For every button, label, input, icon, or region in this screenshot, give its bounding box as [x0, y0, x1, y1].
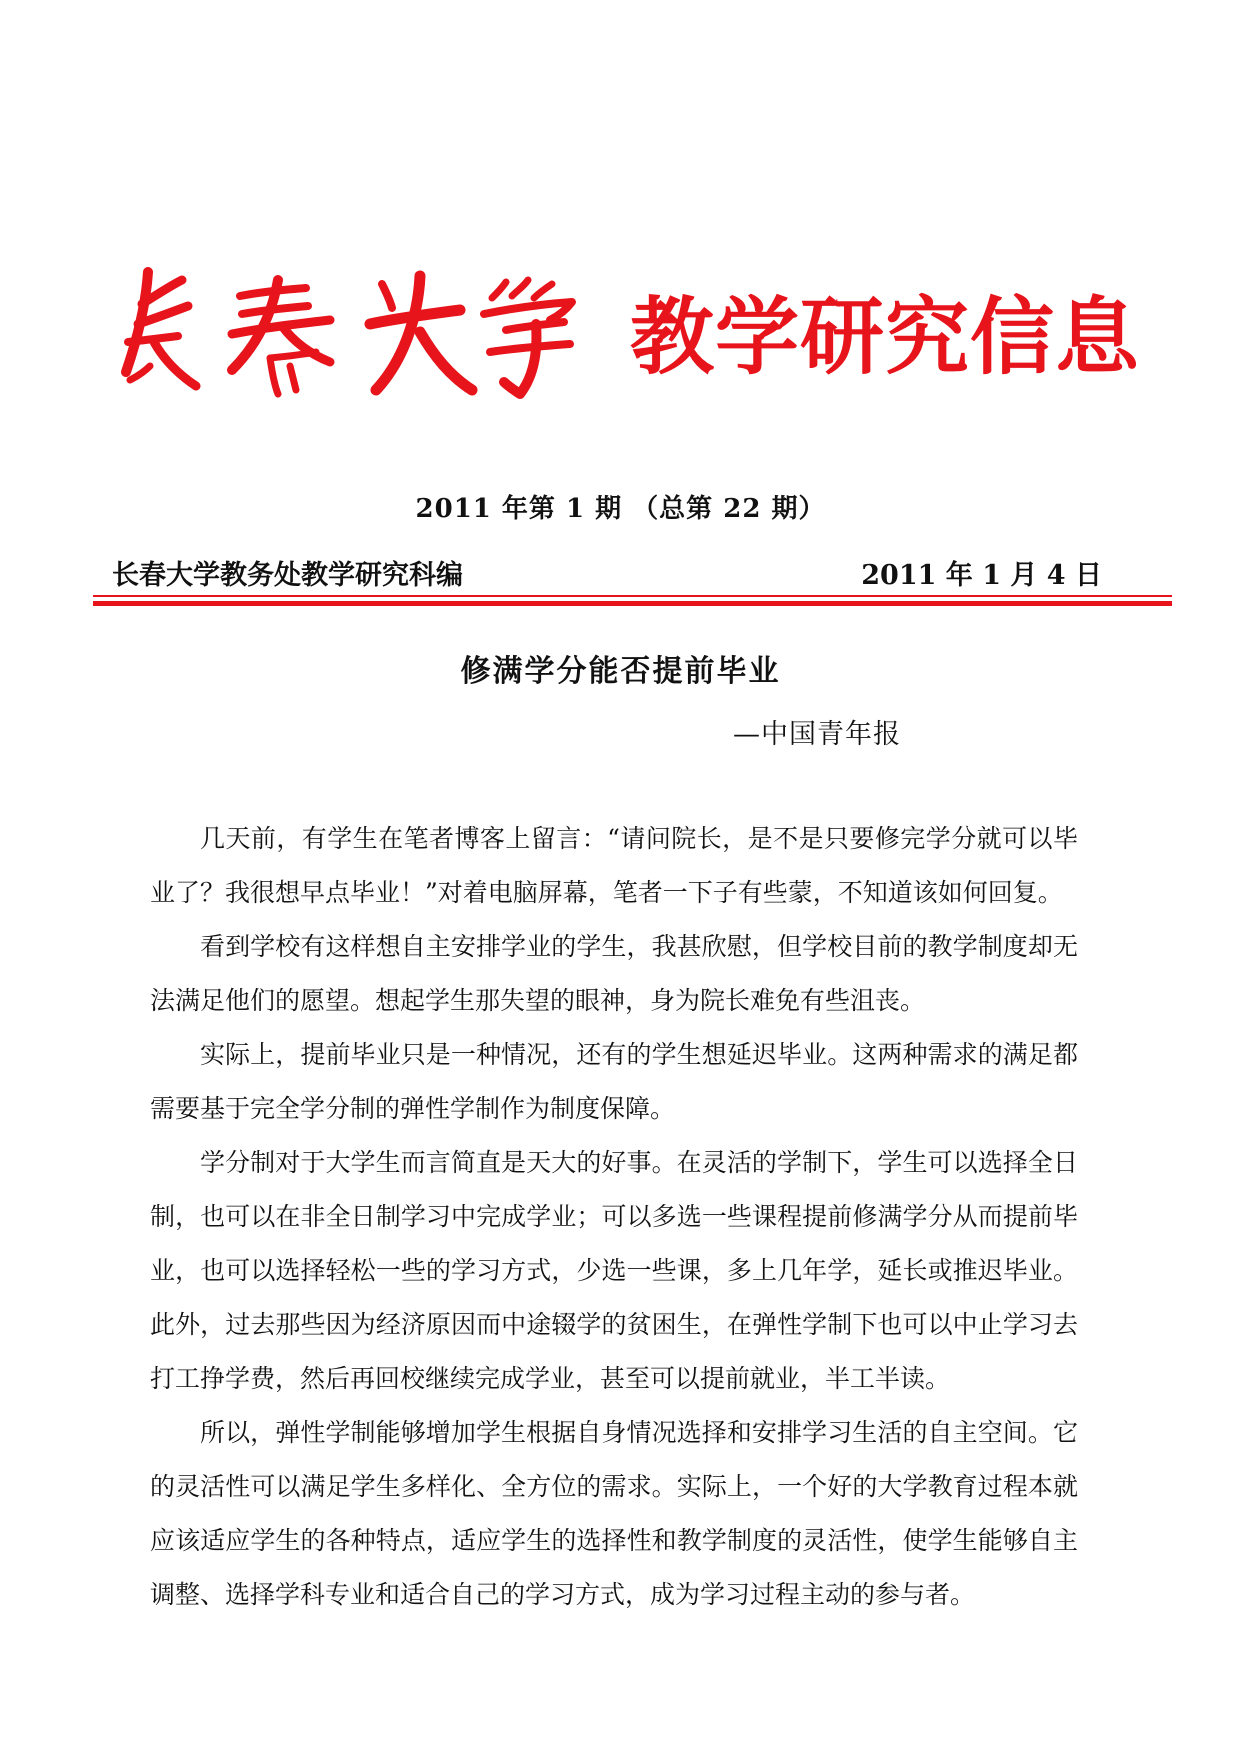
paragraph: 几天前，有学生在笔者博客上留言：“请问院长，是不是只要修完学分就可以毕业了？我很想早点毕业！”对着电脑屏幕，笔者一下子有些蒙，不知道该如何回复。: [150, 824, 1078, 907]
header-divider-thin: [93, 595, 1172, 597]
header-divider-thick: [93, 601, 1172, 606]
article-body: [150, 812, 1078, 1622]
bulletin-title: 教学研究信息: [630, 288, 1141, 386]
article-title: 修满学分能否提前毕业: [460, 654, 781, 689]
paragraph: 实际上，提前毕业只是一种情况，还有的学生想延迟毕业。这两种需求的满足都需要基于完全学分制的弹性学制作为制度保障。: [150, 1040, 1078, 1123]
issue-line: 2011 年第 1 期 （总第 22 期）: [415, 494, 826, 524]
university-calligraphy-logo: [120, 262, 580, 402]
paragraph: 看到学校有这样想自主安排学业的学生，我甚欣慰，但学校目前的教学制度却无法满足他们的愿望。想起学生那失望的眼神，身为院长难免有些沮丧。: [150, 932, 1078, 1015]
article-source: —中国青年报: [733, 719, 901, 750]
paragraph: 学分制对于大学生而言简直是天大的好事。在灵活的学制下，学生可以选择全日制，也可以在非全日制学习中完成学业；可以多选一些课程提前修满学分从而提前毕业，也可以选择轻松一些的学习方式，少选一些课，多上几年学，延长或推迟毕业。此外，过去那些因为经济原因而中途辍学的贫困生，在弹性学制下也可以中止学习去打工挣学费，然后再回校继续完成学业，甚至可以提前就业，半工半读。: [150, 1148, 1078, 1393]
paragraph: 所以，弹性学制能够增加学生根据自身情况选择和安排学习生活的自主空间。它的灵活性可以满足学生多样化、全方位的需求。实际上，一个好的大学教育过程本就应该适应学生的各种特点，适应学生的选择性和教学制度的灵活性，使学生能够自主调整、选择学科专业和适合自己的学习方式，成为学习过程主动的参与者。: [150, 1418, 1078, 1609]
publish-date: 2011 年 1 月 4 日: [861, 560, 1102, 591]
masthead: [120, 262, 1141, 402]
editor-line: 长春大学教务处教学研究科编: [112, 560, 463, 591]
